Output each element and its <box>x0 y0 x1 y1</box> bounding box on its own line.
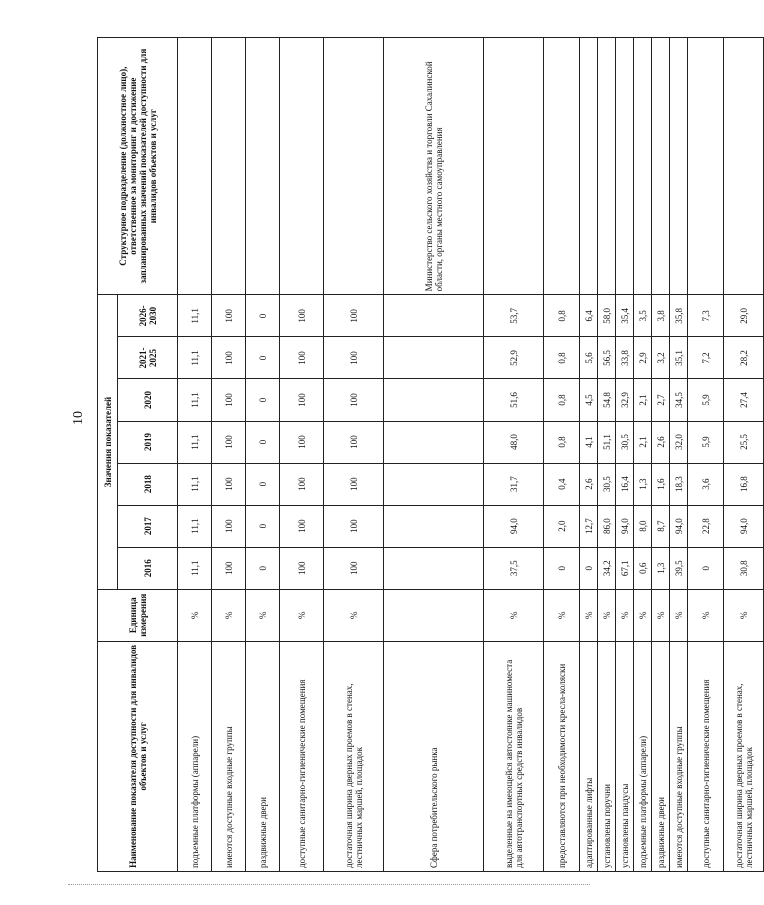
indicator-name: установлены пандусы <box>616 641 634 871</box>
table-row <box>484 38 544 872</box>
value-cell: 11,1 <box>178 379 212 421</box>
value-cell: 11,1 <box>178 463 212 505</box>
value-cell: 53,7 <box>484 295 544 337</box>
value-cell <box>384 505 484 547</box>
value-cell: 100 <box>280 463 324 505</box>
empty-responsible-cell <box>484 38 544 295</box>
value-cell: 94,0 <box>724 505 764 547</box>
value-cell: 54,8 <box>598 379 616 421</box>
value-cell: 28,2 <box>724 337 764 379</box>
value-cell: 2,1 <box>634 421 652 463</box>
indicator-name: имеются доступные входные группы <box>670 641 688 871</box>
value-cell: 2,9 <box>634 337 652 379</box>
value-cell: 100 <box>212 337 246 379</box>
accessibility-indicators-table <box>97 37 764 872</box>
header-unit: Единица измерения <box>98 589 178 641</box>
value-cell <box>384 337 484 379</box>
table-row <box>724 38 764 872</box>
value-cell: 94,0 <box>670 505 688 547</box>
value-cell: 100 <box>324 547 384 589</box>
value-cell: 100 <box>324 337 384 379</box>
indicator-name: установлены поручни <box>598 641 616 871</box>
value-cell: 33,8 <box>616 337 634 379</box>
table-row <box>652 38 670 872</box>
value-cell: 5,6 <box>580 337 598 379</box>
unit-cell: % <box>484 589 544 641</box>
value-cell: 5,9 <box>688 421 724 463</box>
indicator-name: выделенные на имеющейся автостоянке машиноместа для автотранспортных средств инвалидов <box>484 641 544 871</box>
value-cell: 32,9 <box>616 379 634 421</box>
value-cell: 11,1 <box>178 547 212 589</box>
table-row <box>580 38 598 872</box>
value-cell: 100 <box>324 295 384 337</box>
unit-cell: % <box>246 589 280 641</box>
value-cell: 0 <box>246 379 280 421</box>
unit-cell: % <box>634 589 652 641</box>
rotated-table-sheet <box>97 37 754 872</box>
empty-responsible-cell <box>634 38 652 295</box>
value-cell: 94,0 <box>484 505 544 547</box>
value-cell: 11,1 <box>178 421 212 463</box>
unit-cell: % <box>580 589 598 641</box>
indicator-name: подъемные платформы (аппарели) <box>634 641 652 871</box>
empty-responsible-cell <box>670 38 688 295</box>
indicator-name: раздвижные двери <box>652 641 670 871</box>
value-cell: 100 <box>280 421 324 463</box>
value-cell: 12,7 <box>580 505 598 547</box>
unit-cell: % <box>544 589 580 641</box>
unit-cell: % <box>652 589 670 641</box>
value-cell: 100 <box>212 505 246 547</box>
empty-responsible-cell <box>324 38 384 295</box>
table-row <box>384 38 484 872</box>
value-cell: 11,1 <box>178 295 212 337</box>
empty-responsible-cell <box>212 38 246 295</box>
value-cell: 4,1 <box>580 421 598 463</box>
value-cell: 2,6 <box>580 463 598 505</box>
value-cell: 100 <box>212 379 246 421</box>
value-cell: 0 <box>580 547 598 589</box>
value-cell: 51,6 <box>484 379 544 421</box>
header-year: 2017 <box>118 505 178 547</box>
value-cell: 35,8 <box>670 295 688 337</box>
value-cell: 100 <box>212 421 246 463</box>
header-year: 2020 <box>118 379 178 421</box>
empty-responsible-cell <box>246 38 280 295</box>
value-cell: 3,8 <box>652 295 670 337</box>
value-cell: 0 <box>688 547 724 589</box>
header-year: 2019 <box>118 421 178 463</box>
value-cell: 0 <box>544 547 580 589</box>
unit-cell: % <box>616 589 634 641</box>
value-cell: 1,3 <box>652 547 670 589</box>
value-cell: 100 <box>280 547 324 589</box>
value-cell: 52,9 <box>484 337 544 379</box>
unit-cell: % <box>280 589 324 641</box>
value-cell: 94,0 <box>616 505 634 547</box>
value-cell: 48,0 <box>484 421 544 463</box>
value-cell: 27,4 <box>724 379 764 421</box>
value-cell: 16,4 <box>616 463 634 505</box>
value-cell <box>384 547 484 589</box>
header-responsible: Структурное подразделение (должностное лицо), ответственное за мониторинг и достижение запланированных значений показателей доступности для инвалидов объектов и услуг <box>98 38 178 295</box>
empty-responsible-cell <box>580 38 598 295</box>
value-cell: 37,5 <box>484 547 544 589</box>
table-row <box>634 38 652 872</box>
value-cell: 29,0 <box>724 295 764 337</box>
unit-cell: % <box>178 589 212 641</box>
unit-cell: % <box>670 589 688 641</box>
value-cell: 7,3 <box>688 295 724 337</box>
value-cell: 32,0 <box>670 421 688 463</box>
unit-cell: % <box>212 589 246 641</box>
header-values: Значения показателей <box>98 295 118 589</box>
section-heading: Сфера потребительского рынка <box>384 641 484 871</box>
table-row <box>688 38 724 872</box>
value-cell: 3,6 <box>688 463 724 505</box>
value-cell: 34,5 <box>670 379 688 421</box>
value-cell: 0 <box>246 337 280 379</box>
value-cell: 3,2 <box>652 337 670 379</box>
value-cell: 0,8 <box>544 295 580 337</box>
value-cell: 8,0 <box>634 505 652 547</box>
table-row <box>178 38 212 872</box>
value-cell: 18,3 <box>670 463 688 505</box>
empty-responsible-cell <box>616 38 634 295</box>
indicator-name: имеются доступные входные группы <box>212 641 246 871</box>
value-cell: 3,5 <box>634 295 652 337</box>
table-row <box>616 38 634 872</box>
table-row <box>324 38 384 872</box>
value-cell: 30,5 <box>598 463 616 505</box>
value-cell: 86,0 <box>598 505 616 547</box>
value-cell: 100 <box>212 463 246 505</box>
value-cell: 25,5 <box>724 421 764 463</box>
unit-cell <box>384 589 484 641</box>
value-cell: 67,1 <box>616 547 634 589</box>
empty-responsible-cell <box>652 38 670 295</box>
value-cell: 5,9 <box>688 379 724 421</box>
indicator-name: подъемные платформы (аппарели) <box>178 641 212 871</box>
value-cell: 16,8 <box>724 463 764 505</box>
indicator-name: доступные санитарно-гигиенические помещения <box>280 641 324 871</box>
value-cell: 51,1 <box>598 421 616 463</box>
table-row <box>670 38 688 872</box>
value-cell <box>384 463 484 505</box>
value-cell: 100 <box>212 295 246 337</box>
unit-cell: % <box>724 589 764 641</box>
header-year: 2016 <box>118 547 178 589</box>
value-cell: 2,0 <box>544 505 580 547</box>
value-cell: 4,5 <box>580 379 598 421</box>
value-cell: 100 <box>324 505 384 547</box>
empty-responsible-cell <box>724 38 764 295</box>
value-cell: 0 <box>246 547 280 589</box>
value-cell: 100 <box>280 379 324 421</box>
value-cell: 31,7 <box>484 463 544 505</box>
value-cell: 11,1 <box>178 337 212 379</box>
header-name: Наименование показателя доступности для инвалидов объектов и услуг <box>98 641 178 871</box>
value-cell: 0 <box>246 421 280 463</box>
value-cell: 0,4 <box>544 463 580 505</box>
value-cell: 0,8 <box>544 421 580 463</box>
value-cell <box>384 295 484 337</box>
table-row <box>598 38 616 872</box>
value-cell: 35,4 <box>616 295 634 337</box>
indicator-name: достаточная ширина дверных проемов в стенах, лестничных маршей, площадок <box>324 641 384 871</box>
value-cell: 100 <box>280 505 324 547</box>
table-row <box>212 38 246 872</box>
table-row <box>544 38 580 872</box>
value-cell: 11,1 <box>178 505 212 547</box>
value-cell: 1,6 <box>652 463 670 505</box>
indicator-name: раздвижные двери <box>246 641 280 871</box>
value-cell: 34,2 <box>598 547 616 589</box>
bottom-edge-dots <box>68 884 590 885</box>
value-cell: 100 <box>324 421 384 463</box>
value-cell <box>384 379 484 421</box>
table-row <box>280 38 324 872</box>
value-cell: 0,8 <box>544 379 580 421</box>
indicator-name: достаточная ширина дверных проемов в стенах, лестничных маршей, площадок <box>724 641 764 871</box>
value-cell: 100 <box>212 547 246 589</box>
value-cell: 0,6 <box>634 547 652 589</box>
table-row <box>246 38 280 872</box>
page-number: 10 <box>71 411 86 425</box>
unit-cell: % <box>324 589 384 641</box>
value-cell: 2,6 <box>652 421 670 463</box>
empty-responsible-cell <box>280 38 324 295</box>
value-cell: 35,1 <box>670 337 688 379</box>
value-cell: 0,8 <box>544 337 580 379</box>
unit-cell: % <box>688 589 724 641</box>
value-cell: 30,8 <box>724 547 764 589</box>
indicator-name: предоставляются при необходимости кресла-коляски <box>544 641 580 871</box>
empty-responsible-cell <box>598 38 616 295</box>
empty-responsible-cell <box>544 38 580 295</box>
value-cell: 30,5 <box>616 421 634 463</box>
value-cell: 39,5 <box>670 547 688 589</box>
value-cell: 2,1 <box>634 379 652 421</box>
empty-responsible-cell <box>688 38 724 295</box>
value-cell: 100 <box>324 379 384 421</box>
value-cell: 100 <box>280 337 324 379</box>
value-cell: 58,0 <box>598 295 616 337</box>
value-cell: 56,5 <box>598 337 616 379</box>
value-cell: 0 <box>246 463 280 505</box>
value-cell: 2,7 <box>652 379 670 421</box>
unit-cell: % <box>598 589 616 641</box>
value-cell: 100 <box>324 463 384 505</box>
responsible-cell: Министерство сельского хозяйства и торговли Сахалинской области, органы местного самоуправления <box>384 38 484 295</box>
empty-responsible-cell <box>178 38 212 295</box>
header-year: 2018 <box>118 463 178 505</box>
value-cell <box>384 421 484 463</box>
value-cell: 8,7 <box>652 505 670 547</box>
value-cell: 0 <box>246 505 280 547</box>
header-year: 2021-2025 <box>118 337 178 379</box>
value-cell: 7,2 <box>688 337 724 379</box>
value-cell: 100 <box>280 295 324 337</box>
indicator-name: адаптированные лифты <box>580 641 598 871</box>
indicator-name: доступные санитарно-гигиенические помещения <box>688 641 724 871</box>
value-cell: 1,3 <box>634 463 652 505</box>
value-cell: 0 <box>246 295 280 337</box>
value-cell: 6,4 <box>580 295 598 337</box>
header-year: 2026-2030 <box>118 295 178 337</box>
value-cell: 22,8 <box>688 505 724 547</box>
